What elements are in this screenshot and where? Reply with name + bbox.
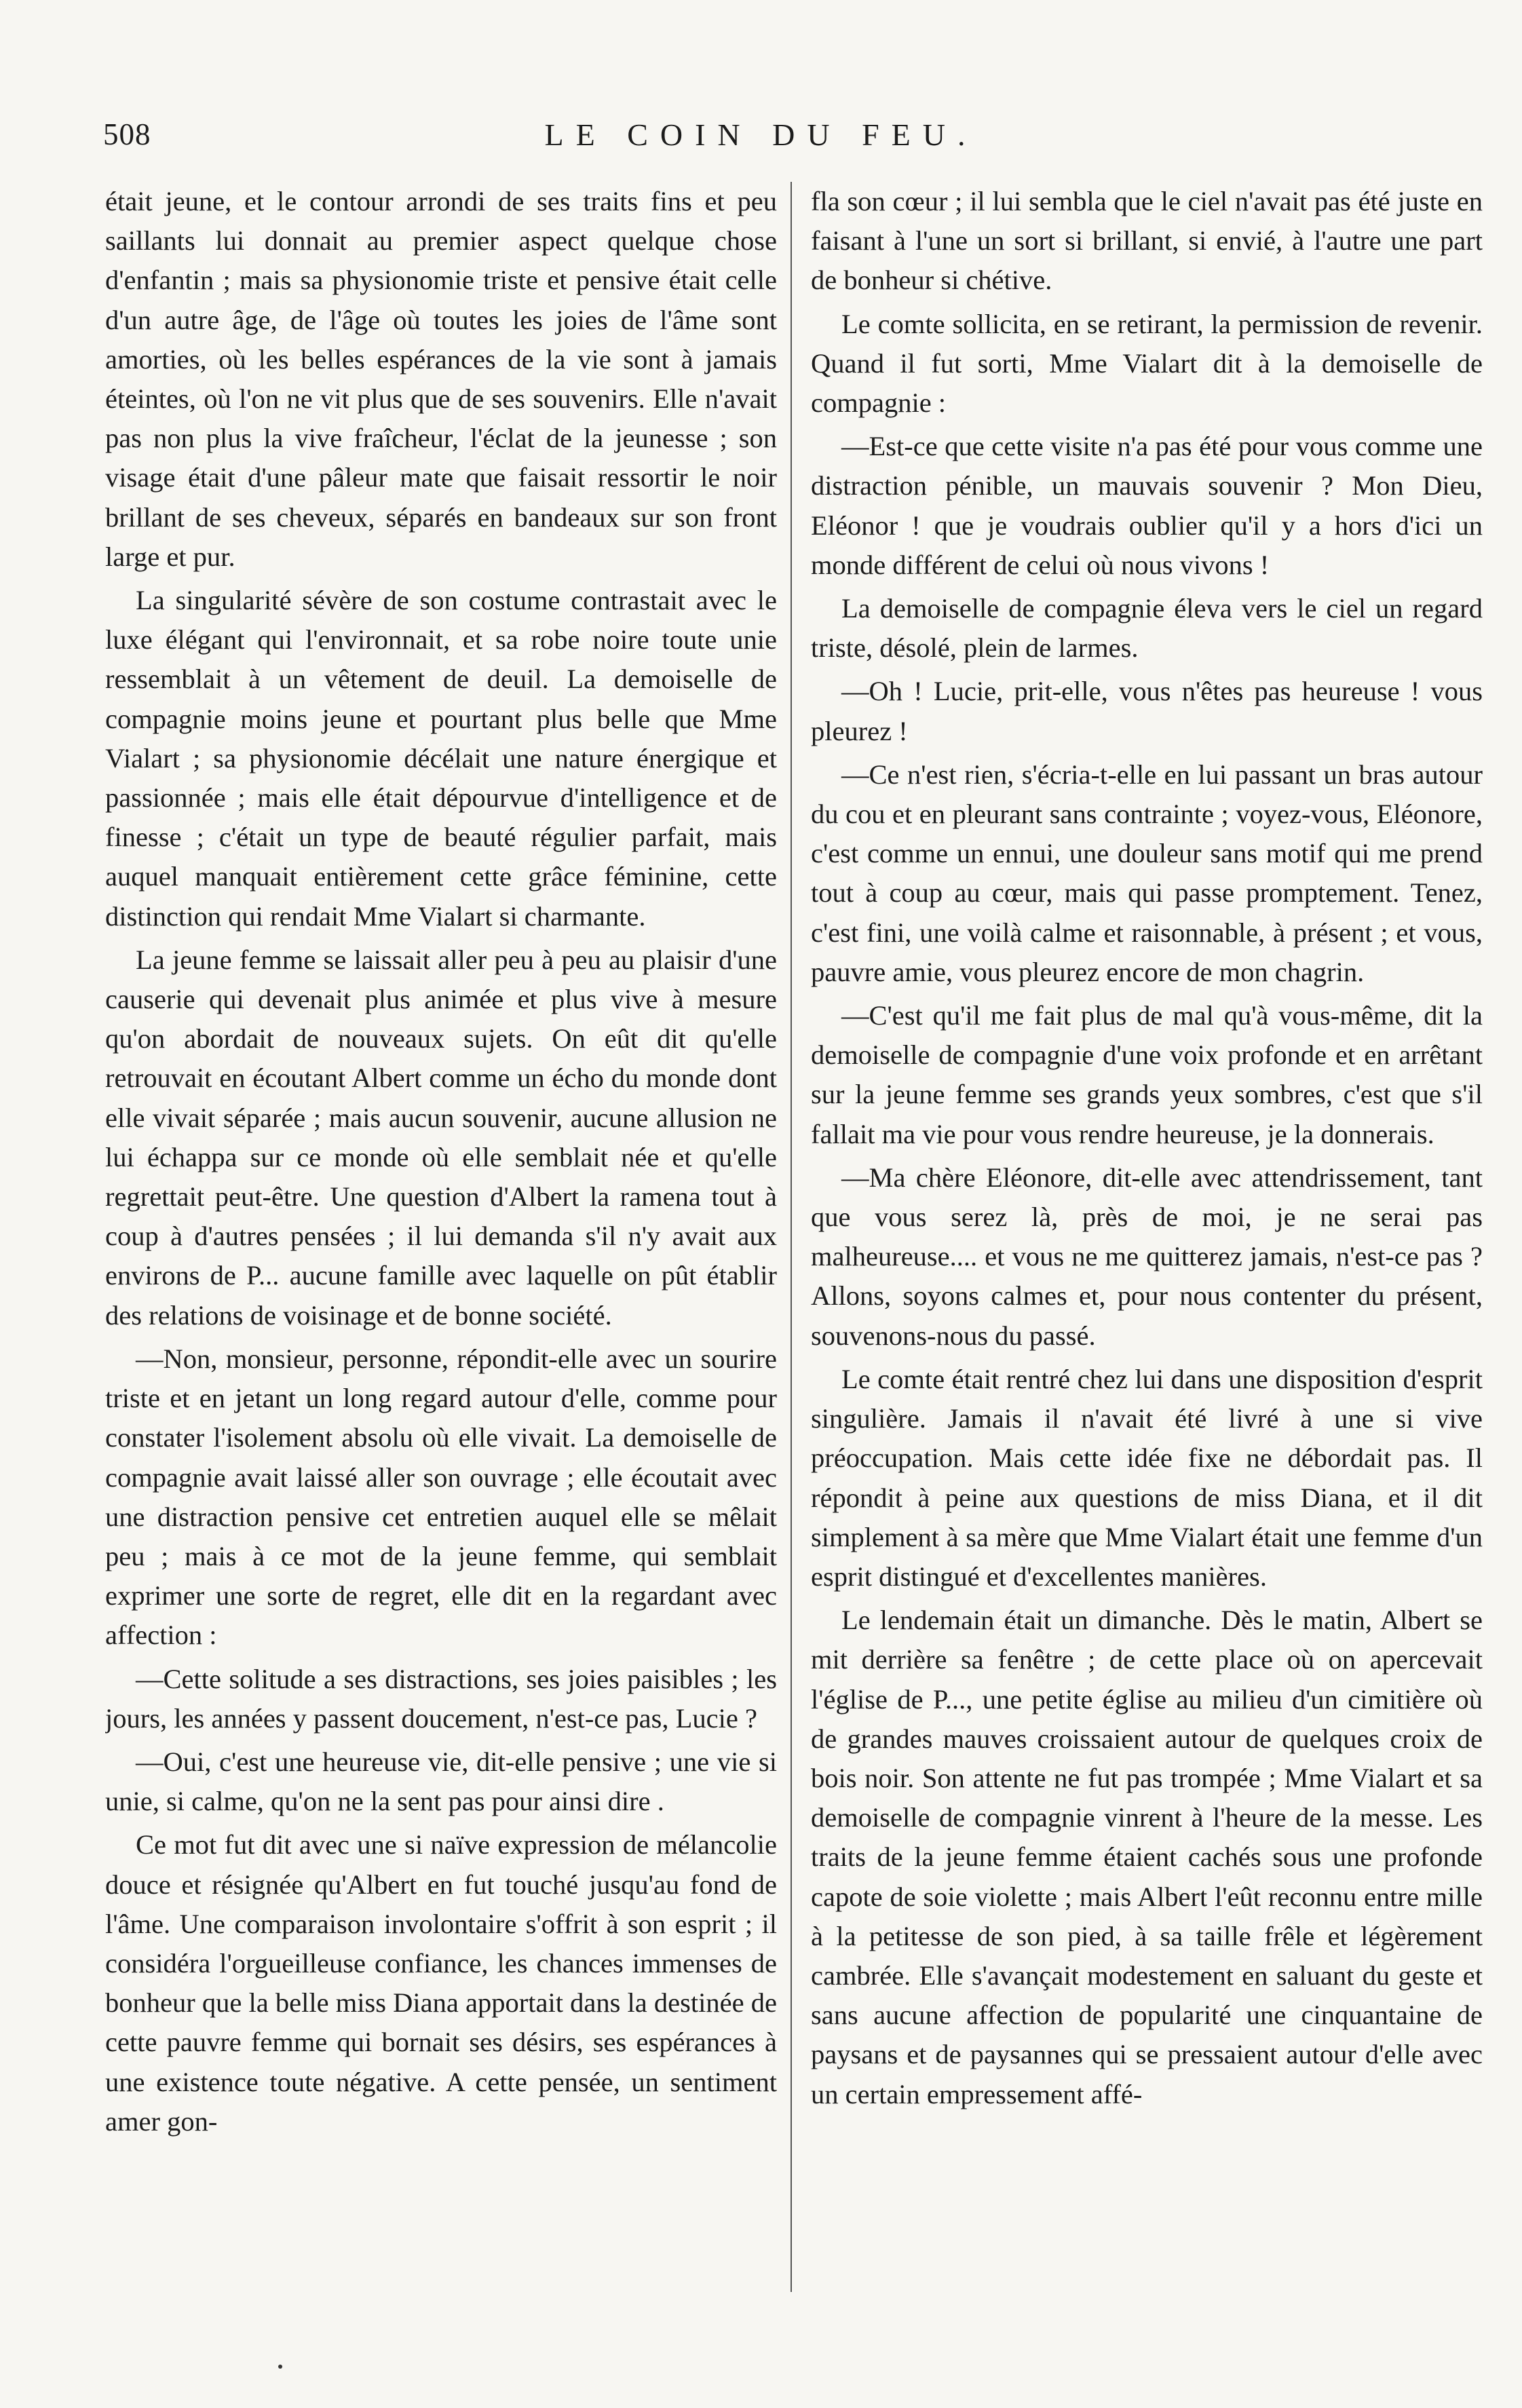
ink-speck bbox=[278, 2365, 282, 2369]
paragraph: —Oui, c'est une heureuse vie, dit-elle pensive ; une vie si unie, si calme, qu'on ne la sent pas pour ainsi dire . bbox=[105, 1746, 777, 1817]
paragraph: Le comte sollicita, en se retirant, la permission de revenir. Quand il fut sorti, Mme Vialart dit à la demoiselle de compagnie : bbox=[811, 308, 1483, 419]
paragraph: Le comte était rentré chez lui dans une disposition d'esprit singulière. Jamais il n'avait été livré à une si vive préoccupation. Mais cette idée fixe ne débordait pas. Il répondit à peine aux questions de miss Diana, et il dit simplement à sa mère que Mme Vialart était une femme d'un esprit distingué et d'excellentes manières. bbox=[811, 1363, 1483, 1592]
page-header bbox=[0, 117, 1522, 157]
paragraph: La jeune femme se laissait aller peu à peu au plaisir d'une causerie qui devenait plus animée et plus vive à mesure qu'on abordait de nouveaux sujets. On eût dit qu'elle retrouvait en écoutant Albert comme un écho du monde dont elle vivait séparée ; mais aucun souvenir, aucune allusion ne lui échappa sur ce monde où elle semblait née et qu'elle regrettait peut-être. Une question d'Albert la ramena tout à coup à d'autres pensées ; il lui demanda s'il n'y avait aux environs de P... aucune famille avec laquelle on pût établir des relations de voisinage et de bonne société. bbox=[105, 944, 777, 1331]
paragraph: —Ce n'est rien, s'écria-t-elle en lui passant un bras autour du cou et en pleurant sans contrainte ; voyez-vous, Eléonore, c'est comme un ennui, une douleur sans motif qui me prend tout à coup au cœur, mais qui passe promptement. Tenez, c'est fini, une voilà calme et raisonnable, à présent ; et vous, pauvre amie, vous pleurez encore de mon chagrin. bbox=[811, 759, 1483, 987]
right-column bbox=[811, 182, 1483, 2278]
paragraph: Le lendemain était un dimanche. Dès le matin, Albert se mit derrière sa fenêtre ; de cette place où on apercevait l'église de P..., une petite église au milieu d'un cimitière où de grandes mauves croissaient autour de quelques croix de bois noir. Son attente ne fut pas trompée ; Mme Vialart et sa demoiselle de compagnie vinrent à l'heure de la messe. Les traits de la jeune femme étaient cachés sous une profonde capote de soie violette ; mais Albert l'eût reconnu entre mille à la petitesse de son pied, à sa taille frêle et légèrement cambrée. Elle s'avançait modestement en saluant du geste et sans aucune affection de popularité une cinquantaine de paysans et de paysannes qui se pressaient autour d'elle avec un certain empressement affé- bbox=[811, 1605, 1483, 2109]
paragraph: fla son cœur ; il lui sembla que le ciel n'avait pas été juste en faisant à l'une un sort si brillant, si envié, à l'autre une part de bonheur si chétive. bbox=[811, 186, 1483, 296]
paragraph: —Non, monsieur, personne, répondit-elle avec un sourire triste et en jetant un long regard autour d'elle, comme pour constater l'isolement absolu où elle vivait. La demoiselle de compagnie avait laissé aller son ouvrage ; elle écoutait avec une distraction pensive cet entretien auquel elle se mêlait peu ; mais à ce mot de la jeune femme, qui semblait exprimer une sorte de regret, elle dit en la regardant avec affection : bbox=[105, 1343, 777, 1651]
running-title: LE COIN DU FEU. bbox=[544, 117, 978, 152]
paragraph: était jeune, et le contour arrondi de ses traits fins et peu saillants lui donnait au premier aspect quelque chose d'enfantin ; mais sa physionomie triste et pensive était celle d'un autre âge, de l'âge où toutes les joies de l'âme sont amorties, où les belles espérances de la vie sont à jamais éteintes, où l'on ne vit plus que de ses souvenirs. Elle n'avait pas non plus la vive fraîcheur, l'éclat de la jeunesse ; son visage était d'une pâleur mate que faisait ressortir le noir brillant de ses cheveux, séparés en bandeaux sur son front large et pur. bbox=[105, 186, 777, 572]
paragraph: —C'est qu'il me fait plus de mal qu'à vous-même, dit la demoiselle de compagnie d'une voix profonde et en arrêtant sur la jeune femme ses grands yeux sombres, c'est que s'il fallait ma vie pour vous rendre heureuse, je la donnerais. bbox=[811, 1000, 1483, 1149]
paragraph: La singularité sévère de son costume contrastait avec le luxe élégant qui l'environnait, et sa robe noire toute unie ressemblait à un vêtement de deuil. La demoiselle de compagnie moins jeune et pourtant plus belle que Mme Vialart ; sa physionomie décélait une nature énergique et passionnée ; mais elle était dépourvue d'intelligence et de finesse ; c'était un type de beauté régulier parfait, mais auquel manquait entièrement cette grâce féminine, cette distinction qui rendait Mme Vialart si charmante. bbox=[105, 585, 777, 932]
paragraph: —Ma chère Eléonore, dit-elle avec attendrissement, tant que vous serez là, près de moi, je ne serai pas malheureuse.... et vous ne me quitterez jamais, n'est-ce pas ? Allons, soyons calmes et, pour nous contenter du présent, souvenons-nous du passé. bbox=[811, 1162, 1483, 1351]
paragraph: Ce mot fut dit avec une si naïve expression de mélancolie douce et résignée qu'Albert en fut touché jusqu'au fond de l'âme. Une comparaison involontaire s'offrit à son esprit ; il considéra l'orgueilleuse confiance, les chances immenses de bonheur que la belle miss Diana apportait dans la destinée de cette pauvre femme qui bornait ses désirs, ses espérances à une existence toute négative. A cette pensée, un sentiment amer gon- bbox=[105, 1829, 777, 2137]
paragraph: —Cette solitude a ses distractions, ses joies paisibles ; les jours, les années y passent doucement, n'est-ce pas, Lucie ? bbox=[105, 1663, 777, 1734]
paragraph: La demoiselle de compagnie éleva vers le ciel un regard triste, désolé, plein de larmes. bbox=[811, 593, 1483, 664]
paragraph: —Oh ! Lucie, prit-elle, vous n'êtes pas heureuse ! vous pleurez ! bbox=[811, 676, 1483, 746]
left-column bbox=[105, 182, 777, 2278]
column-divider bbox=[791, 182, 792, 2292]
page-number: 508 bbox=[103, 117, 151, 151]
paragraph: —Est-ce que cette visite n'a pas été pour vous comme une distraction pénible, un mauvais souvenir ? Mon Dieu, Eléonor ! que je voudrais oublier qu'il y a hors d'ici un monde différent de celui où nous vivons ! bbox=[811, 431, 1483, 580]
